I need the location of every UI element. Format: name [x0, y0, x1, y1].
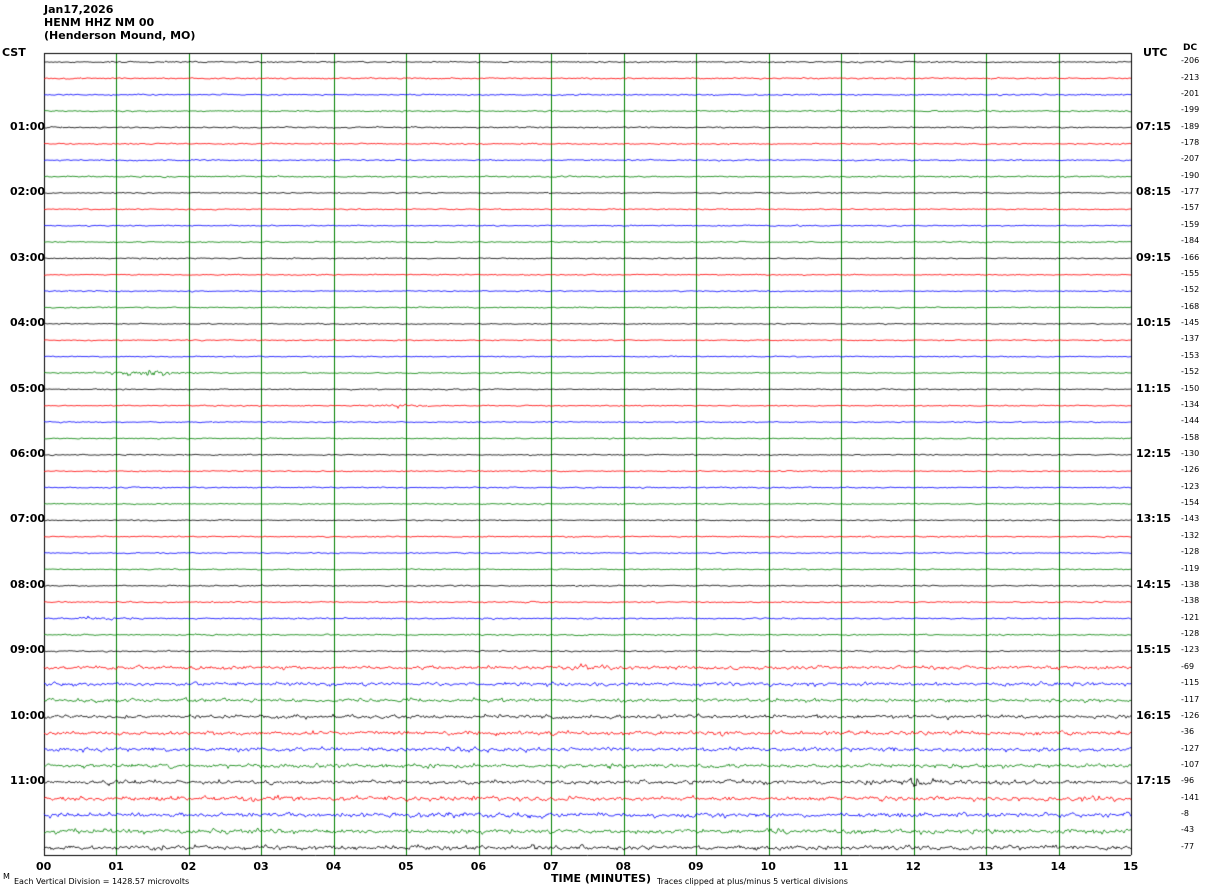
dc-value: -123 [1181, 645, 1200, 655]
dc-value: -130 [1181, 449, 1200, 458]
dc-value: -126 [1181, 465, 1200, 475]
dc-value: -177 [1181, 187, 1200, 197]
right-time-label: 10:15 [1136, 316, 1172, 330]
dc-value: -152 [1181, 285, 1200, 295]
footer-clip-note: Traces clipped at plus/minus 5 vertical divisions [657, 877, 848, 886]
dc-value: -43 [1181, 825, 1195, 835]
right-time-label: 17:15 [1136, 774, 1172, 788]
dc-value: -36 [1181, 727, 1195, 737]
x-axis-label: TIME (MINUTES) [551, 872, 652, 885]
dc-value: -157 [1181, 203, 1200, 213]
right-time-label: 14:15 [1136, 577, 1172, 591]
left-time-label: 01:00 [10, 119, 46, 133]
dc-value: -207 [1181, 154, 1200, 164]
footer-scale-note: Each Vertical Division = 1428.57 microvolts [14, 877, 190, 886]
x-tick-label: 03 [253, 860, 269, 873]
x-tick-label: 12 [905, 860, 921, 873]
left-time-label: 05:00 [10, 381, 46, 395]
left-time-label: 10:00 [10, 708, 46, 722]
x-tick-label: 04 [325, 860, 342, 873]
dc-value: -213 [1181, 72, 1200, 82]
dc-value: -144 [1181, 416, 1200, 426]
dc-value: -115 [1181, 678, 1200, 688]
right-time-label: 16:15 [1136, 708, 1172, 722]
x-tick-label: 05 [398, 860, 414, 873]
dc-value: -127 [1181, 743, 1200, 753]
left-time-label: 06:00 [10, 447, 46, 460]
dc-value: -166 [1181, 252, 1200, 262]
right-time-label: 15:15 [1136, 643, 1172, 657]
header-location: (Henderson Mound, MO) [44, 29, 196, 42]
dc-value: -128 [1181, 547, 1200, 557]
dc-value: -168 [1181, 301, 1200, 311]
axis-label-dc: DC [1183, 43, 1198, 53]
right-time-label: 11:15 [1136, 381, 1172, 395]
dc-value: -134 [1181, 399, 1200, 409]
x-tick-label: 00 [36, 860, 52, 873]
dc-value: -117 [1181, 694, 1200, 704]
left-time-label: 02:00 [10, 185, 46, 199]
right-time-label: 08:15 [1136, 185, 1172, 199]
footer-tick-mark: M [3, 872, 10, 881]
dc-value: -132 [1181, 530, 1200, 540]
right-time-label: 07:15 [1136, 119, 1172, 133]
dc-value: -189 [1181, 121, 1200, 131]
axis-label-cst: CST [2, 46, 26, 59]
right-time-label: 09:15 [1136, 250, 1172, 264]
dc-value: -119 [1181, 563, 1200, 573]
left-time-label: 11:00 [10, 774, 46, 788]
dc-value: -121 [1181, 612, 1200, 622]
left-time-label: 08:00 [10, 577, 46, 591]
dc-value: -152 [1181, 367, 1200, 377]
dc-value: -137 [1181, 334, 1200, 344]
dc-value: -126 [1181, 710, 1200, 720]
x-tick-label: 07 [543, 860, 559, 873]
x-tick-label: 01 [108, 860, 124, 873]
left-time-label: 03:00 [10, 250, 46, 264]
x-tick-label: 02 [180, 860, 197, 873]
left-time-label: 04:00 [10, 316, 46, 330]
dc-value: -178 [1181, 138, 1200, 148]
x-tick-label: 08 [615, 860, 632, 873]
x-tick-label: 09 [688, 860, 704, 873]
x-tick-label: 10 [760, 860, 776, 873]
x-tick-label: 13 [978, 860, 994, 873]
dc-value: -8 [1181, 809, 1189, 819]
axis-label-utc: UTC [1143, 46, 1168, 59]
dc-value: -201 [1181, 88, 1200, 98]
x-tick-label: 15 [1123, 860, 1139, 873]
dc-value: -199 [1181, 105, 1200, 115]
dc-value: -155 [1181, 268, 1200, 278]
left-time-label: 07:00 [10, 512, 46, 526]
dc-value: -150 [1181, 383, 1200, 393]
right-time-label: 13:15 [1136, 512, 1172, 526]
dc-value: -107 [1181, 759, 1200, 769]
x-tick-label: 14 [1050, 860, 1066, 873]
dc-value: -159 [1181, 219, 1200, 229]
header-date: Jan17,2026 [44, 3, 114, 16]
dc-value: -77 [1181, 841, 1195, 851]
dc-value: -153 [1181, 350, 1200, 360]
dc-value: -154 [1181, 498, 1200, 508]
dc-value: -123 [1181, 481, 1200, 491]
dc-value: -145 [1181, 318, 1200, 328]
x-tick-label: 06 [470, 860, 487, 873]
header-station: HENM HHZ NM 00 [44, 16, 155, 29]
dc-value: -206 [1181, 56, 1200, 66]
dc-value: -143 [1181, 514, 1200, 524]
chart-header [44, 3, 195, 42]
dc-value: -138 [1181, 579, 1200, 589]
dc-value: -190 [1181, 170, 1200, 180]
dc-value: -158 [1181, 432, 1200, 442]
right-time-label: 12:15 [1136, 447, 1172, 460]
dc-value: -184 [1181, 236, 1200, 246]
left-time-label: 09:00 [10, 643, 46, 657]
dc-value: -128 [1181, 629, 1200, 639]
dc-value: -141 [1181, 792, 1200, 802]
dc-value: -96 [1181, 776, 1195, 786]
dc-value: -138 [1181, 596, 1200, 606]
x-tick-label: 11 [833, 860, 849, 873]
dc-value: -69 [1181, 661, 1195, 671]
